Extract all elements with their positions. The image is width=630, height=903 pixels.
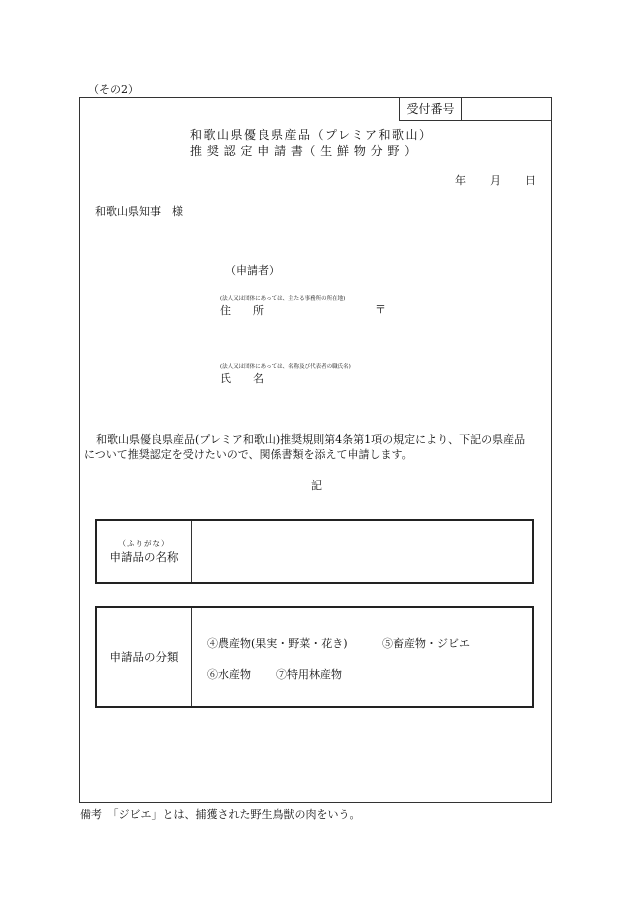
name-field[interactable] [280,368,530,384]
body-text-line2: について推奨認定を受けたいので、関係書類を添えて申請します。 [84,448,413,461]
title-line1: 和歌山県優良県産品（プレミア和歌山） [190,128,433,142]
reception-number-box [399,97,552,121]
address-note: (法人又は団体にあっては、主たる事務所の所在地) [220,296,346,302]
category-label-cell [97,608,192,706]
furigana-label: （ふりがな） [118,539,170,548]
product-name-label: 申請品の名称 [109,550,179,564]
date-year: 年 [455,174,466,187]
product-name-table [95,519,534,584]
category-option-6[interactable]: ⑥水産物 [207,668,251,681]
ki-marker: 記 [311,479,322,492]
body-text-line1: 和歌山県優良県産品(プレミア和歌山)推奨規則第4条第1項の規定により、下記の県産品 [96,433,526,446]
category-option-7[interactable]: ⑦特用林産物 [276,668,342,681]
category-table [95,606,534,708]
product-name-label-cell [97,521,192,582]
product-name-field[interactable] [192,521,532,582]
date-day: 日 [525,174,536,187]
category-option-4[interactable]: ④農産物(果実・野菜・花き) [207,637,348,650]
form-number: （その2） [88,83,139,96]
date-month: 月 [490,174,501,187]
addressee: 和歌山県知事 様 [95,205,183,218]
applicant-heading: （申請者） [225,264,280,277]
title-line2: 推 奨 認 定 申 請 書（ 生 鮮 物 分 野 ） [190,144,417,158]
address-field[interactable] [280,300,530,316]
name-note: (法人又は団体にあっては、名称及び代表者の職氏名) [220,364,351,370]
category-option-5[interactable]: ⑤畜産物・ジビエ [382,637,470,650]
address-label: 住 所 [220,304,264,317]
reception-number-field[interactable] [462,97,551,120]
postal-mark: 〒 [375,303,386,316]
remarks: 備考 「ジビエ」とは、捕獲された野生鳥獣の肉をいう。 [80,808,361,821]
category-options [192,608,532,706]
category-label: 申請品の分類 [109,650,179,664]
name-label: 氏 名 [220,372,264,385]
reception-number-label: 受付番号 [400,97,462,120]
